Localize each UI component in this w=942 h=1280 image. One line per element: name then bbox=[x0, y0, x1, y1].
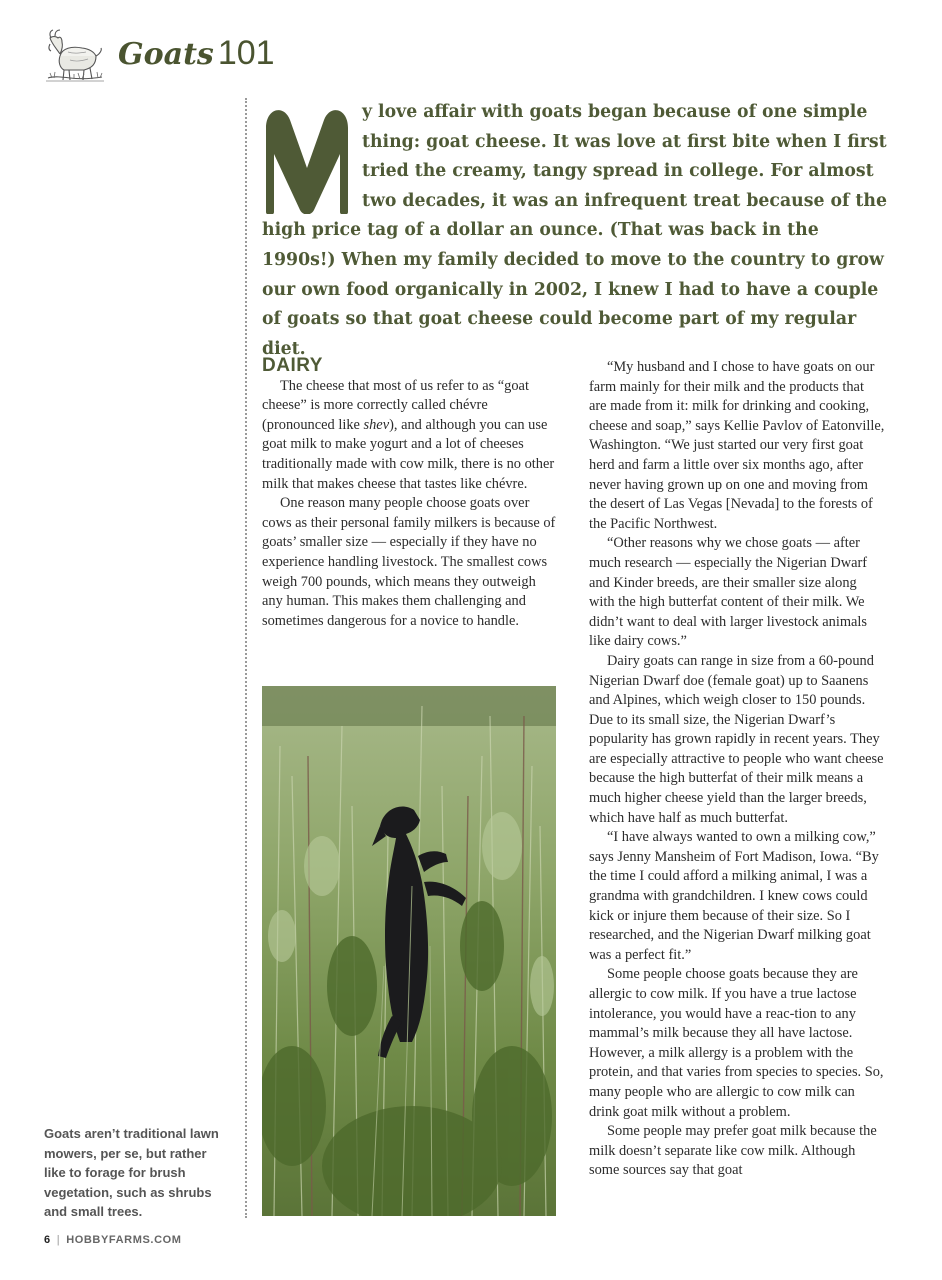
section-title bbox=[118, 34, 275, 73]
body-paragraph: “Other reasons why we chose goats — after much research — especially the Nigerian Dwarf and Kinder breeds, are their smaller size along with the high butterfat content of their milk. We didn’t want to deal with larger livestock animals like dairy cows.” bbox=[589, 535, 868, 650]
drop-cap-glyph bbox=[262, 102, 352, 214]
body-paragraph: Dairy goats can range in size from a 60-pound Nigerian Dwarf doe (female goat) up to Saanens and Alpines, which weigh closer to 150 pounds. Due to its small size, the Nigerian Dwarf’s popularity has grown rapidly in recent years. They are especially attractive to people who want cheese because the high butterfat of their milk means a much higher cheese yield than the larger breeds, which have half as much butterfat. bbox=[589, 652, 884, 826]
dairy-heading: DAIRY bbox=[262, 355, 323, 376]
body-paragraph: “My husband and I chose to have goats on our farm mainly for their milk and the products that are made from it: milk for drinking and cooking, cheese and soap,” says Kellie Pavlov of Eatonville, Washington. “We just started our very first goat herd and farm a little over six months ago, after never having grown up on one and moving from the desert of Las Vegas [Nevada] to the forests of the Pacific Northwest. bbox=[589, 359, 885, 532]
right-column bbox=[589, 358, 885, 1181]
footer-separator: | bbox=[56, 1234, 61, 1246]
goat-illustration-icon bbox=[40, 26, 110, 88]
body-paragraph: Some people may prefer goat milk because the milk doesn’t separate like cow milk. Although some sources say that goat bbox=[589, 1123, 877, 1179]
pronunciation-italic: shev bbox=[363, 416, 390, 433]
page-header bbox=[40, 26, 300, 88]
drop-cap bbox=[262, 102, 352, 214]
intro-paragraph bbox=[262, 98, 890, 364]
page-footer bbox=[44, 1234, 182, 1246]
paragraph-text: The cheese that most of us refer to as “goat cheese” is more correctly called chévre (pronounced like bbox=[262, 377, 529, 433]
column-divider bbox=[245, 98, 247, 1218]
body-paragraph: Some people choose goats because they are allergic to cow milk. If you have a true lactose intolerance, you would have a reac-tion to any mammal’s milk because they all have lactose. However, a milk allergy is a problem with the protein, and that varies from species to species. So, many people who are allergic to cow milk can drink goat milk without a problem. bbox=[589, 966, 884, 1120]
intro-text: y love affair with goats began because of one simple thing: goat cheese. It was love at first bite when I first tried the creamy, tangy spread in college. For almost two decades, it was an infrequent treat because of the high price tag of a dollar an ounce. (That was back in the 1990s!) When my family decided to move to the country to grow our own food organically in 2002, I knew I had to have a couple of goats so that goat cheese could become part of my regular diet. bbox=[262, 102, 887, 359]
page-number: 6 bbox=[44, 1234, 51, 1246]
body-paragraph: One reason many people choose goats over cows as their personal family milkers is because of goats’ smaller size — especially if they have no experience handling livestock. The smallest cows weigh 700 pounds, which means they outweigh any human. This makes them challenging and sometimes dangerous for a novice to handle. bbox=[262, 495, 556, 629]
goat-foraging-image bbox=[262, 686, 556, 1216]
section-title-script: Goats bbox=[118, 37, 214, 72]
body-paragraph bbox=[262, 377, 556, 495]
body-paragraph: “I have always wanted to own a milking cow,” says Jenny Mansheim of Fort Madison, Iowa. “By the time I could afford a milking animal, I was a grandma with grandchildren. I knew cows could kick or injure them because of their size. So I researched, and the Nigerian Dwarf milking goat was a perfect fit.” bbox=[589, 829, 879, 963]
goat-photo bbox=[262, 686, 556, 1216]
left-column bbox=[262, 356, 556, 631]
website-link[interactable]: HOBBYFARMS.COM bbox=[66, 1234, 182, 1246]
section-title-number: 101 bbox=[217, 34, 275, 72]
photo-caption: Goats aren’t traditional lawn mowers, per se, but rather like to forage for brush vegetation, such as shrubs and small trees. bbox=[44, 1126, 219, 1220]
paragraph-text: ), and although you can use goat milk to make yogurt and a lot of cheeses traditionally made with cow milk, there is no other milk that makes cheese that tastes like chévre. bbox=[262, 416, 555, 492]
